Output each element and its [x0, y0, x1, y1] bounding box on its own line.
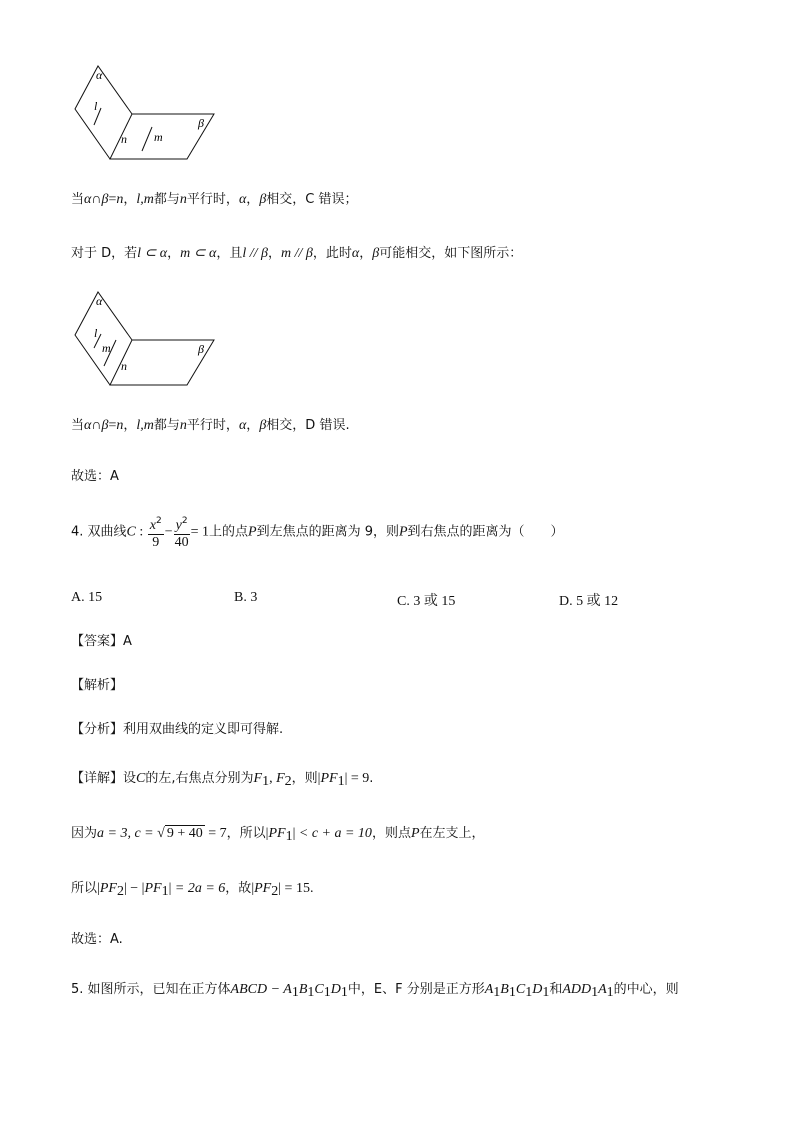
text-line-d-conclusion: 当α∩β=n，l,m都与n平行时，α，β相交，D 错误.	[71, 418, 350, 433]
question-5: 5. 如图所示，已知在正方体ABCD − $A_1B_1C_1D_1$中，E、F 分别是正方形$A_1B_1C_1D_1$和$ADD_1A_1$的中心，则	[71, 982, 679, 1000]
label-m: m	[154, 130, 163, 144]
fenxi-line: 【分析】利用双曲线的定义即可得解.	[71, 722, 284, 737]
so-line: 所以$|PF_2| - |PF_1| = 2a = 6$，故$|PF_2| = 15$.	[71, 881, 314, 899]
label-m: m	[102, 341, 111, 355]
option-d: D. 5 或 12	[559, 594, 619, 609]
fraction-x2-over-9: $\frac{x^2}{9}$	[148, 513, 164, 551]
choose-line-2: 故选：A.	[71, 932, 123, 947]
option-b: B. 3	[234, 590, 258, 605]
figure-planes-2	[70, 290, 220, 390]
label-alpha: α	[96, 68, 103, 82]
label-n: n	[121, 132, 127, 146]
fraction-y2-over-40: $\frac{y^2}{40}$	[174, 513, 190, 551]
detail-line: 【详解】设C的左,右焦点分别为$F_1$, $F_2$，则$|PF_1| = 9$.	[71, 771, 374, 789]
text-line-d: 对于 D，若l ⊂ α，m ⊂ α，且l // β，m // β，此时α，β可能相交，如下图所示：	[71, 246, 523, 261]
figure-planes-1	[70, 64, 220, 164]
option-c: C. 3 或 15	[397, 594, 456, 609]
choose-line-1: 故选：A	[71, 469, 119, 484]
label-l: l	[94, 326, 98, 340]
answer-label: 【答案】A	[71, 634, 132, 649]
label-n: n	[121, 359, 127, 373]
label-beta: β	[198, 116, 204, 130]
line-m	[142, 127, 152, 151]
analysis-label: 【解析】	[71, 678, 124, 693]
text-line-c: 当α∩β=n，l,m都与n平行时，α，β相交，C 错误；	[71, 192, 358, 207]
label-l: l	[94, 99, 98, 113]
label-alpha: α	[96, 294, 103, 308]
question-4: 4. 双曲线C : $\frac{x^2}{9}$ − $\frac{y^2}{40}$ = 1上的点P到左焦点的距离为 9，则P到右焦点的距离为（ ）	[71, 513, 564, 551]
option-a: A. 15	[71, 590, 103, 605]
label-beta: β	[198, 342, 204, 356]
because-line: 因为a = 3, c = √ 9 + 40 = 7，所以$|PF_1| < c + a = 10$，则点P在左支上，	[71, 826, 485, 844]
